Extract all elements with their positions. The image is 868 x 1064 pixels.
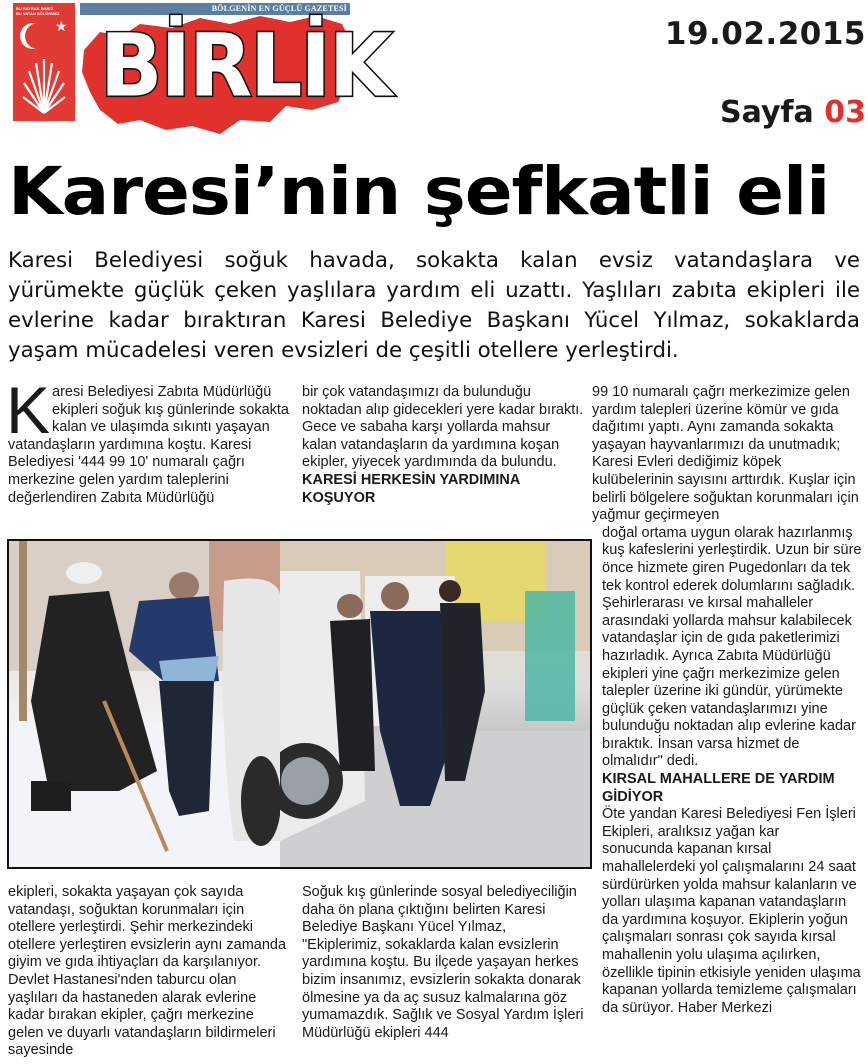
page-number: 03: [824, 95, 866, 130]
photo-right-illustration: [280, 541, 590, 867]
subheading-karesi-herkesin: KARESİ HERKESİN YARDIMINA KOŞUYOR: [302, 471, 520, 506]
article-headline: Karesi’nin şefkatli eli: [8, 153, 830, 230]
body-text: 99 10 numaralı çağrı merkezimize gelen yardım talepleri üzerine kömür ve gıda dağıtımı yaptı. Aynı zamanda sokakta yaşayan hayvanlarımızı da unutmadık; Karesi Evleri dediğimiz köpek kulübelerinin sayısını arttırdık. Kuşlar için belirli bölgelere soğuktan korunmaları için yağmur geçirmeyen: [592, 384, 859, 524]
newspaper-slogan: BÖLGENİN EN GÜÇLÜ GAZETESİ: [211, 4, 347, 13]
drop-cap: K: [6, 373, 51, 447]
body-text: ekipleri, sokakta yaşayan çok sayıda vatandaşı, soğuktan korunmaları için otellere yerleştirdi. Şehir merkezindeki otellere yerleştiren evsizlerin aynı zamanda giyim ve gıda ihtiyaçları da karşılanıyor. Devlet Hastanesi'nden taburcu olan yaşlıları da hastaneden alarak evlerine kadar bırakan ekipler, çağrı merkezine gelen ve duyarlı vatandaşların bildirmeleri sayesinde: [8, 884, 287, 1059]
article-lead: Karesi Belediyesi soğuk havada, sokakta kalan evsiz vatandaşlara ve yürümekte güçlük çeken yaşlılara yardım eli uzattı. Yaşlıları zabıta ekipleri ile evlerine kadar bıraktıran Karesi Belediye Başkanı Yücel Yılmaz, sokaklarda yaşam mücadelesi veren evsizleri de çeşitli otellere yerleştirdi.: [8, 248, 860, 363]
emblem-motto-line-2: BU VATAN BÖLÜNMEZ: [16, 11, 60, 16]
article-column-1-top: [6, 373, 290, 507]
emblem-motto: [16, 6, 72, 16]
photo-officer-helping-elderly-man: [7, 539, 283, 869]
torch-rays-icon: [21, 55, 67, 115]
page-word: Sayfa: [720, 95, 814, 130]
body-text: aresi Belediyesi Zabıta Müdürlüğü ekipleri soğuk kış günlerinde sokakta kalan ve ulaşımda sıkıntı yaşayan vatandaşların yardımına koştu. Karesi Belediyesi '444 99 10' numaralı çağrı merkezine gelen yardım taleplerini değerlendiren Zabıta Müdürlüğü: [8, 384, 289, 506]
article-column-3: [592, 384, 864, 1017]
article-column-2-top: [302, 384, 584, 507]
emblem-motto-line-1: BU BAYRAK İNMEZ: [16, 6, 54, 11]
newspaper-emblem: [13, 3, 75, 121]
page-label: [720, 95, 866, 130]
crescent-icon: [25, 23, 51, 49]
article-column-2-bottom: [302, 884, 584, 1042]
photo-left-illustration: [9, 541, 281, 867]
body-text: Öte yandan Karesi Belediyesi Fen İşleri Ekipleri, aralıksız yağan kar: [602, 806, 856, 840]
photo-mayor-helping-man-from-car: [280, 539, 592, 869]
body-text: sonucunda kapanan kırsal mahallelerdeki yol çalışmalarını 24 saat sürdürürken yolda mahsur kalanların ve yolları ulaşıma kapanan vatandaşların da yardımına koşuyor. Ekiplerin yoğun çalışmaları sonrası çok sayıda kırsal mahallenin yolu ulaşıma açılırken, özellikle tipinin etkisiyle yeniden ulaşıma kapanan yollarda temizleme çalışmaları da sürüyor. Haber Merkezi: [602, 841, 861, 1016]
issue-date: 19.02.2015: [664, 16, 866, 52]
body-text: doğal ortama uygun olarak hazırlanmış kuş kafeslerini yerleştirdik. Uzun bir süre önce hizmete giren Pugedonları da tek tek kontrol ederek dolumlarını sağladık. Şehirlerarası ve kırsal mahalleler arasındaki yollarda mahsur kalabilecek vatandaşlar için de gıda paketlerimizi hazırladık. Ayrıca Zabıta Müdürlüğü ekipleri yine çağrı merkezimize gelen talepler üzerine iki gündür, yürümekte güçlük çeken vatandaşlarımızı yine bulunduğu noktadan alıp evlerine kadar bıraktık. İnsan varsa hizmet de olmalıdır" dedi.: [602, 524, 862, 770]
body-text: Soğuk kış günlerinde sosyal belediyeciliğin daha ön plana çıktığını belirten Karesi Belediye Başkanı Yücel Yılmaz, "Ekiplerimiz, sokaklarda kalan evsizlerin yardımına koştu. Bu ilçede yaşayan herkes bizim insanımız, evsizlerin sokakta donarak ölmesine ya da aç susuz kalmalarına göz yumamazdık. Sağlık ve Sosyal Yardım İşleri Müdürlüğü ekipleri 444: [302, 884, 584, 1041]
star-icon: ★: [55, 18, 68, 34]
slogan-strip: [80, 3, 350, 15]
newspaper-title: BİRLİK: [100, 16, 391, 117]
article-column-1-bottom: [8, 884, 290, 1060]
subheading-kirsal-mahallere: KIRSAL MAHALLERE DE YARDIM GİDİYOR: [602, 771, 835, 805]
body-text: bir çok vatandaşımızı da bulunduğu noktadan alıp gidecekleri yere kadar bıraktı. Gece ve sabaha karşı yollarda mahsur kalan vatandaşların da yardımına koşan ekipler, yiyecek yardımında da bulundu.: [302, 384, 584, 471]
